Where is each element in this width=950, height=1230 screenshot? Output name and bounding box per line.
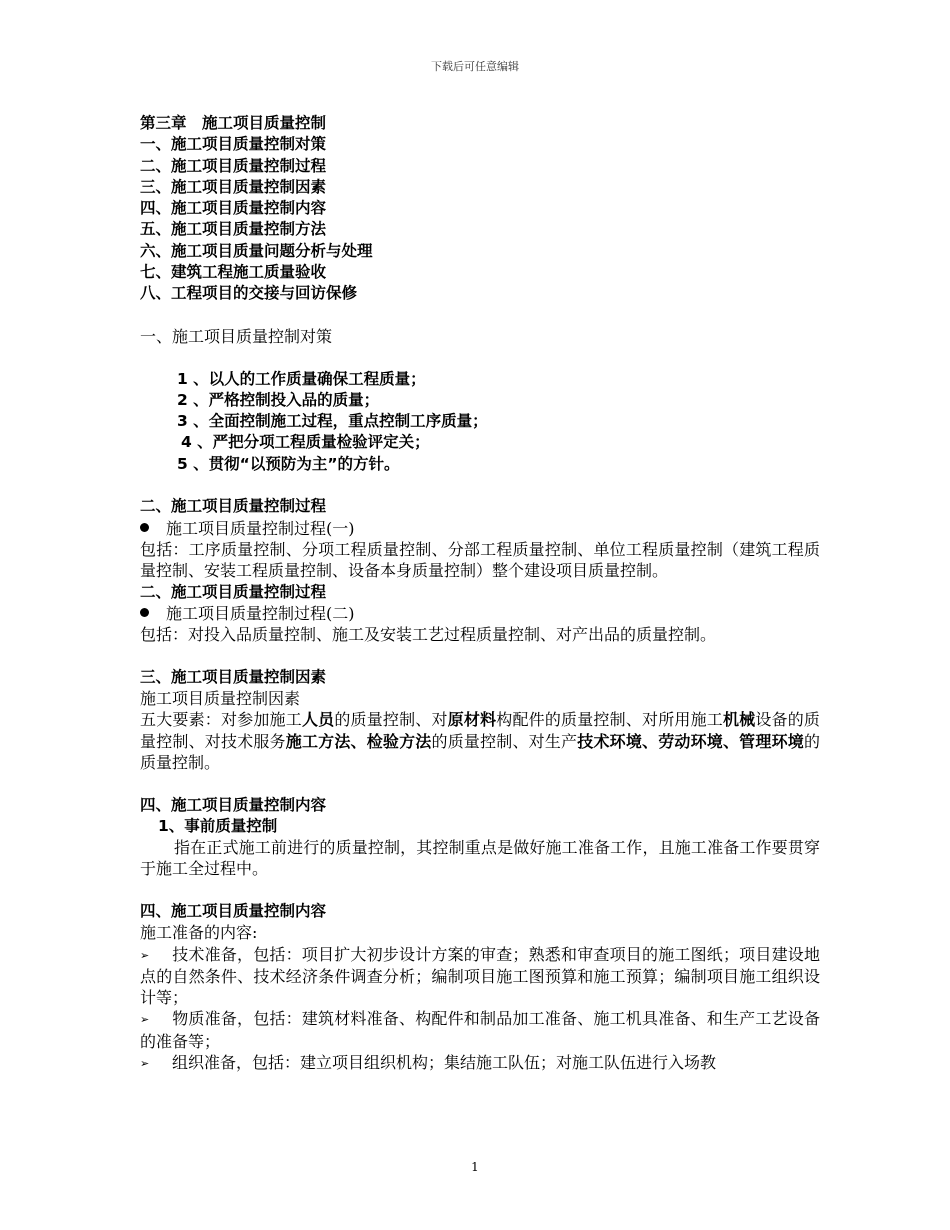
toc-item: 四、施工项目质量控制内容 [140, 199, 327, 218]
paragraph [140, 709, 820, 773]
bullet-icon [140, 608, 149, 617]
section-heading: 四、施工项目质量控制内容 [140, 901, 327, 920]
subheading: 施工项目质量控制因素 [140, 689, 301, 709]
arrow-bullet-icon: ➢ [140, 1013, 150, 1027]
bullet-item [140, 518, 820, 539]
list-text: 组织准备，包括：建立项目组织机构；集结施工队伍；对施工队伍进行入场教 [172, 1053, 717, 1073]
page-number: 1 [471, 1160, 479, 1174]
toc-item: 六、施工项目质量问题分析与处理 [140, 241, 373, 260]
bullet-icon [140, 523, 149, 532]
arrow-list-item [140, 1008, 820, 1052]
toc-item: 五、施工项目质量控制方法 [140, 220, 327, 239]
section-heading: 三、施工项目质量控制因素 [140, 667, 327, 686]
arrow-list-item [140, 1052, 820, 1074]
paragraph: 包括：工序质量控制、分项工程质量控制、分部工程质量控制、单位工程质量控制（建筑工程质量控制、安装工程质量控制、设备本身质量控制）整个建设项目质量控制。 [140, 539, 820, 581]
section-heading: 二、施工项目质量控制过程 [140, 497, 327, 516]
bullet-text: 施工项目质量控制过程(一) [166, 518, 355, 538]
strategy-item: 2 、严格控制投入品的质量； [177, 390, 380, 409]
strategy-item: 3 、全面控制施工过程，重点控制工序质量； [177, 412, 488, 431]
emphasis-text: 原材料 [447, 710, 497, 730]
section-heading: 四、施工项目质量控制内容 [140, 795, 327, 814]
text-run: 的质量控制、对生产 [431, 731, 578, 751]
emphasis-text: 技术环境、劳动环境、管理环境 [577, 731, 804, 751]
text-run: 构配件的质量控制、对所用施工 [496, 710, 723, 730]
bullet-text: 施工项目质量控制过程(二) [166, 603, 355, 623]
strategy-item: 5 、贯彻“以预防为主”的方针。 [177, 454, 400, 473]
section-heading: 二、施工项目质量控制过程 [140, 582, 327, 601]
subheading: 1、事前质量控制 [158, 816, 278, 835]
toc-item: 一、施工项目质量控制对策 [140, 135, 327, 154]
emphasis-text: 施工方法、检验方法 [285, 731, 432, 751]
strategy-item: 4 、严把分项工程质量检验评定关； [181, 433, 430, 452]
text-run: 的质量控制。 [140, 731, 820, 772]
subheading: 施工准备的内容: [140, 923, 258, 943]
strategy-item: 1 、以人的工作质量确保工程质量； [177, 369, 426, 388]
list-text: 物质准备，包括：建筑材料准备、构配件和制品加工准备、施工机具准备、和生产工艺设备的准备等； [140, 1009, 820, 1051]
text-run: 的质量控制、对 [334, 710, 448, 730]
emphasis-text: 人员 [301, 710, 335, 730]
text-run: 五大要素：对参加施工 [140, 710, 302, 730]
text-run: 设备的质量控制、对技术服务 [140, 710, 820, 751]
toc-item: 二、施工项目质量控制过程 [140, 156, 327, 175]
document-body [140, 113, 820, 1074]
paragraph: 包括：对投入品质量控制、施工及安装工艺过程质量控制、对产出品的质量控制。 [140, 625, 717, 645]
arrow-list-item [140, 944, 820, 1009]
arrow-bullet-icon: ➢ [140, 948, 150, 962]
page-header: 下载后可任意编辑 [431, 60, 519, 73]
arrow-bullet-icon: ➢ [140, 1057, 150, 1071]
toc-item: 八、工程项目的交接与回访保修 [140, 284, 358, 303]
paragraph: 指在正式施工前进行的质量控制，其控制重点是做好施工准备工作，且施工准备工作要贯穿于施工全过程中。 [140, 838, 820, 879]
toc-item: 三、施工项目质量控制因素 [140, 177, 327, 196]
emphasis-text: 机械 [722, 710, 756, 730]
chapter-title: 第三章 施工项目质量控制 [140, 114, 327, 132]
list-text: 技术准备，包括：项目扩大初步设计方案的审查；熟悉和审查项目的施工图纸；项目建设地点的自然条件、技术经济条件调查分析；编制项目施工图预算和施工预算；编制项目施工组织设计等； [140, 944, 820, 1008]
section-heading: 一、施工项目质量控制对策 [140, 326, 333, 346]
bullet-item [140, 603, 820, 624]
toc-item: 七、建筑工程施工质量验收 [140, 263, 327, 282]
